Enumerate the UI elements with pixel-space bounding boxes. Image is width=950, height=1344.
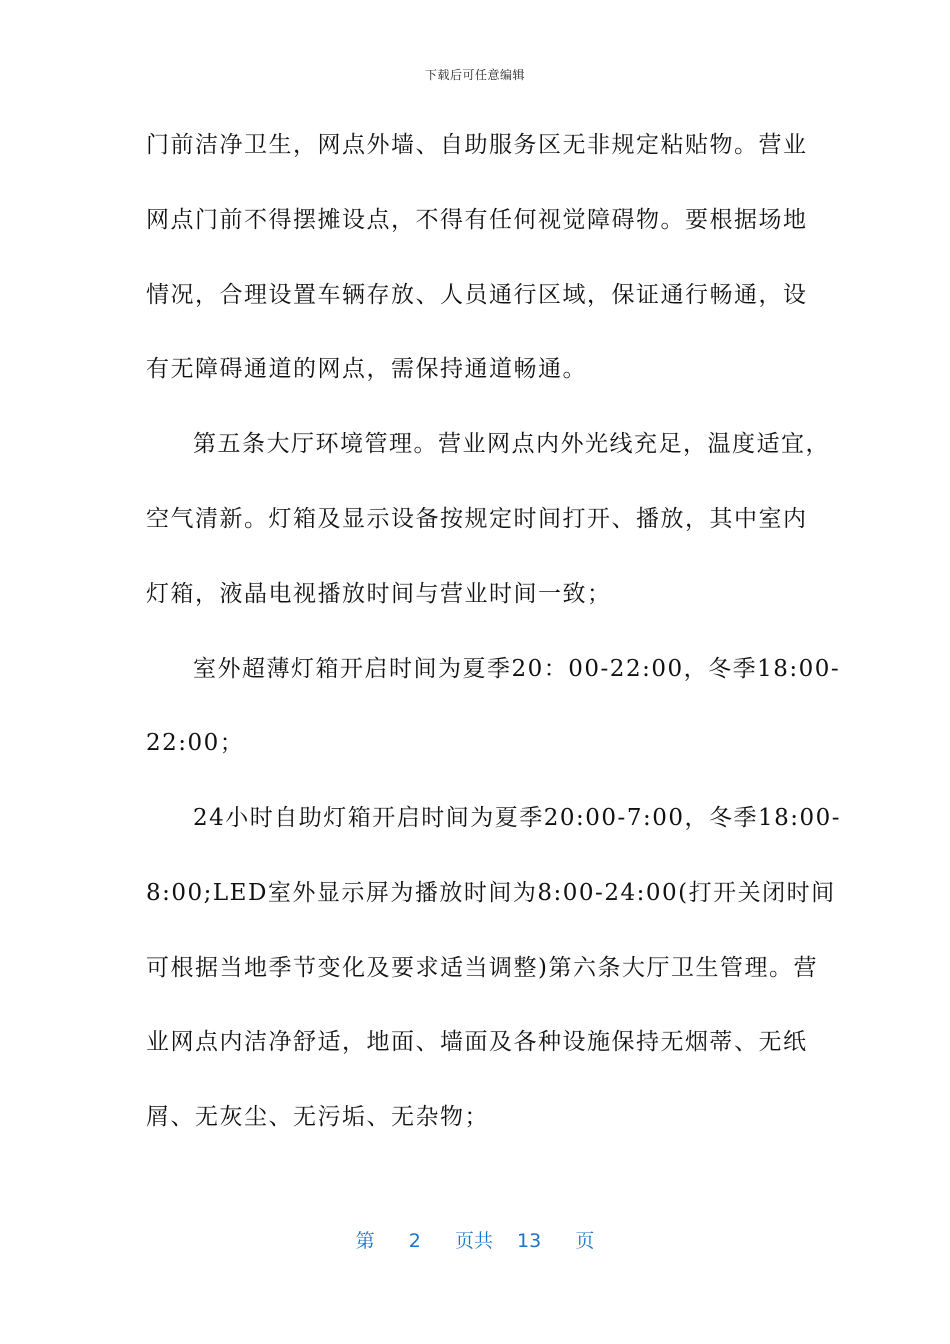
body-line-1: 门前洁净卫生，网点外墙、自助服务区无非规定粘贴物。营业 [146, 132, 808, 158]
body-line-7: 灯箱，液晶电视播放时间与营业时间一致； [146, 581, 612, 607]
footer-prefix: 第 [355, 1230, 375, 1252]
body-line-10: 24小时自助灯箱开启时间为夏季20:00-7:00，冬季18:00- [193, 805, 842, 831]
body-line-6: 空气清新。灯箱及显示设备按规定时间打开、播放，其中室内 [146, 506, 808, 532]
page-header: 下载后可任意编辑 [424, 68, 525, 82]
body-line-2: 网点门前不得摆摊设点，不得有任何视觉障碍物。要根据场地 [146, 207, 808, 233]
body-line-9: 22:00； [146, 730, 245, 756]
body-line-4: 有无障碍通道的网点，需保持通道畅通。 [146, 356, 587, 382]
body-line-11: 8:00;LED室外显示屏为播放时间为8:00-24:00(打开关闭时间 [146, 880, 836, 906]
body-line-12: 可根据当地季节变化及要求适当调整)第六条大厅卫生管理。营 [146, 955, 818, 981]
footer-middle: 页共 [454, 1230, 493, 1252]
footer-total-pages: 13 [517, 1230, 542, 1252]
page-footer [0, 1226, 950, 1253]
body-line-13: 业网点内洁净舒适，地面、墙面及各种设施保持无烟蒂、无纸 [146, 1029, 808, 1055]
body-line-14: 屑、无灰尘、无污垢、无杂物； [146, 1104, 489, 1130]
body-line-8: 室外超薄灯箱开启时间为夏季20：00-22:00，冬季18:00- [193, 656, 841, 682]
footer-page-number: 2 [408, 1230, 421, 1252]
footer-suffix: 页 [575, 1230, 595, 1252]
body-line-3: 情况，合理设置车辆存放、人员通行区域，保证通行畅通，设 [146, 282, 808, 308]
body-line-5: 第五条大厅环境管理。营业网点内外光线充足，温度适宜， [193, 431, 830, 457]
